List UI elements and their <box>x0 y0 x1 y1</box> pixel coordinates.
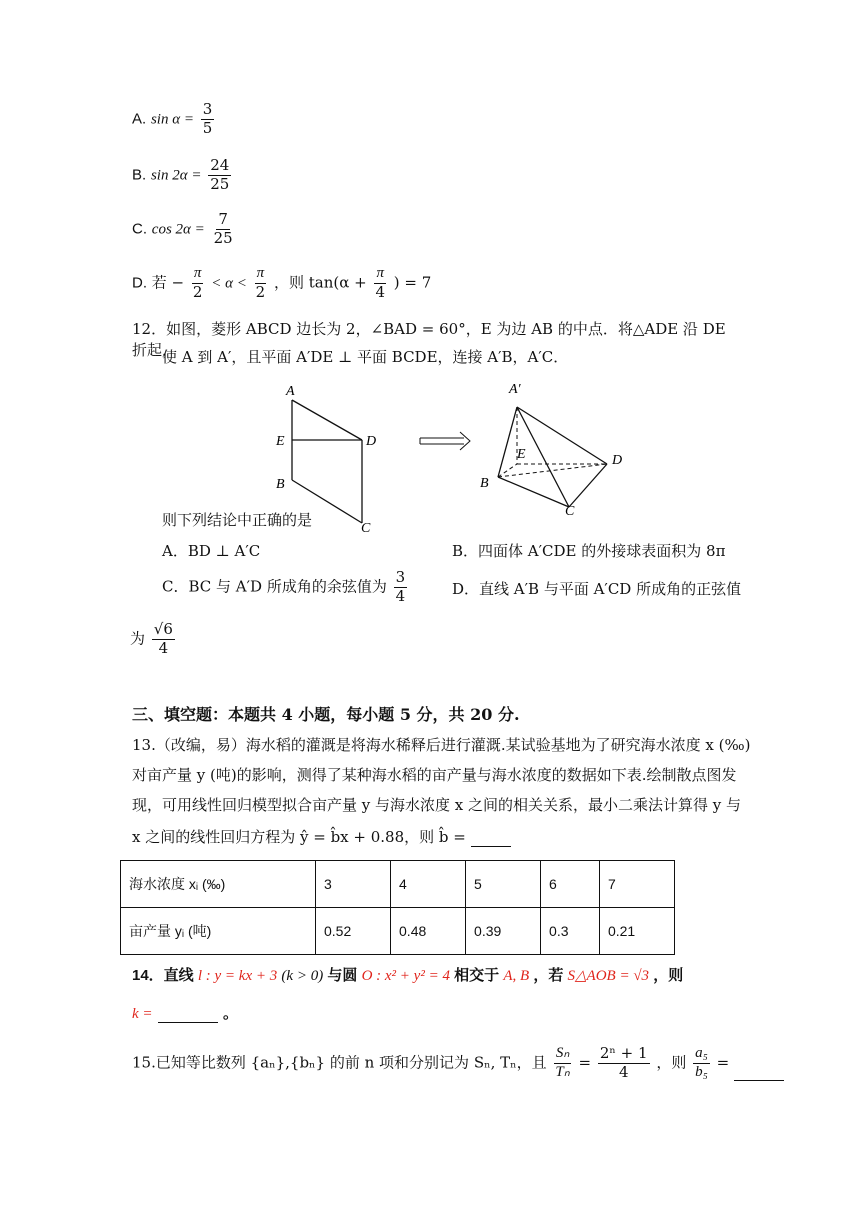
q12-line2: 使 A 到 A′，且平面 A′DE ⊥ 平面 BCDE，连接 A′B，A′C． <box>162 348 569 366</box>
k-label: k = <box>132 1006 153 1022</box>
denominator: 4 <box>395 586 406 605</box>
denominator: 2 <box>192 282 203 301</box>
edge-cd-3d <box>569 464 607 507</box>
table-cell: 0.48 <box>391 908 466 955</box>
fraction <box>394 570 408 605</box>
denominator: 4 <box>158 638 169 657</box>
q14-text: ，则 <box>653 967 684 984</box>
label-d-3d: D <box>612 453 623 468</box>
q11-option-a <box>132 102 216 137</box>
option-label: C. <box>132 220 147 238</box>
numerator: √6 <box>153 620 173 638</box>
denominator: 2 <box>255 282 266 301</box>
edge-ad <box>292 400 362 440</box>
numerator: 2ⁿ + 1 <box>599 1044 648 1062</box>
q13-line4 <box>132 826 511 847</box>
q12-option-d: D．直线 A′B 与平面 A′CD 所成角的正弦值 <box>452 580 742 598</box>
q14-text: ，若 <box>533 967 564 984</box>
label-b-3d: B <box>480 476 489 491</box>
condition: (k > 0) <box>281 968 324 984</box>
denominator: 25 <box>210 174 230 193</box>
edge-ad-3d <box>517 407 607 464</box>
numerator: a₅ <box>693 1046 710 1064</box>
q12-option-a: A．BD ⊥ A′C <box>162 542 261 560</box>
label-c: C <box>361 521 371 535</box>
circle-equation: O : x² + y² = 4 <box>361 968 450 984</box>
q14-number: 14．直线 <box>132 967 194 984</box>
q15-text: ，则 <box>656 1053 687 1072</box>
table-cell: 0.21 <box>599 908 674 955</box>
option-prefix: 若 − <box>151 273 185 292</box>
arrow-icon <box>420 432 470 450</box>
table-cell: 0.52 <box>316 908 391 955</box>
q13-line4-text: x 之间的线性回归方程为 ŷ = b̂x + 0.88，则 b̂ = <box>132 828 466 846</box>
intersection-points: A, B <box>503 968 530 984</box>
numerator: π <box>374 266 386 284</box>
label-a-prime: A′ <box>509 382 521 397</box>
table-cell: 0.39 <box>466 908 541 955</box>
fraction <box>553 1046 571 1081</box>
q14-line2 <box>132 1002 238 1023</box>
numerator: 7 <box>218 210 228 228</box>
equals: = <box>578 1053 592 1072</box>
numerator: π <box>255 266 267 284</box>
table-row <box>121 908 675 955</box>
q12-option-c <box>162 570 409 605</box>
denominator: Tₙ <box>555 1063 570 1080</box>
table-row <box>121 861 675 908</box>
edge-bc-3d <box>498 477 569 507</box>
fraction <box>693 1046 710 1081</box>
option-lhs: cos 2α = <box>151 221 205 238</box>
label-b: B <box>276 477 285 492</box>
q15-line <box>132 1046 784 1081</box>
q11-option-b <box>132 158 233 193</box>
option-d-cont-text: 为 <box>130 629 146 648</box>
fraction <box>152 622 175 657</box>
tan-expression: ，则 tan(α + <box>273 273 367 292</box>
q14-line1 <box>132 964 683 985</box>
period: 。 <box>223 1004 239 1022</box>
option-lhs: sin 2α = <box>150 167 202 184</box>
q12-figure <box>260 375 640 535</box>
data-table <box>120 860 675 955</box>
q12-line1: 12．如图，菱形 ABCD 边长为 2，∠BAD = 60°，E 为边 AB 的中点．将△ADE 沿 DE 折起， <box>132 320 726 359</box>
area-condition: S△AOB = √3 <box>567 968 650 984</box>
denominator: 25 <box>213 228 233 247</box>
equals: = <box>716 1053 730 1072</box>
q14-text: 相交于 <box>454 967 500 984</box>
table-cell: 4 <box>391 861 466 908</box>
option-label: A. <box>132 110 147 128</box>
q14-text: 与圆 <box>327 967 358 984</box>
numerator: π <box>192 266 204 284</box>
table-cell: 海水浓度 xᵢ (‰) <box>121 861 316 908</box>
line-equation: l : y = kx + 3 <box>197 968 278 984</box>
fraction <box>254 266 268 301</box>
fraction <box>212 212 235 247</box>
section-title: 三、填空题：本题共 4 小题，每小题 5 分，共 20 分. <box>132 705 520 724</box>
option-lhs: sin α = <box>150 111 194 128</box>
denominator: 5 <box>202 118 213 137</box>
table-cell: 3 <box>316 861 391 908</box>
q13-line2: 对亩产量 y (吨)的影响，测得了某种海水稻的亩产量与海水浓度的数据如下表.绘制散点图发 <box>132 766 737 784</box>
numerator: 24 <box>210 156 230 174</box>
label-c-3d: C <box>565 504 575 519</box>
table-cell: 5 <box>466 861 541 908</box>
option-label: B. <box>132 166 147 184</box>
q13-line1: 13.（改编，易）海水稻的灌溉是将海水稀释后进行灌溉.某试验基地为了研究海水浓度 x (‰) <box>132 736 751 754</box>
q11-option-d <box>132 266 431 301</box>
answer-blank <box>158 1004 218 1023</box>
denominator: 4 <box>618 1062 629 1081</box>
table-cell: 6 <box>541 861 600 908</box>
label-a: A <box>286 384 295 399</box>
numerator: 3 <box>202 100 213 118</box>
label-d: D <box>366 434 377 449</box>
numerator: Sₙ <box>554 1046 571 1064</box>
table-cell: 亩产量 yᵢ (吨) <box>121 908 316 955</box>
label-e-3d: E <box>517 447 526 462</box>
edge-ab-3d <box>498 407 517 477</box>
denominator: 4 <box>375 282 386 301</box>
q12-option-b: B．四面体 A′CDE 的外接球表面积为 8π <box>452 542 726 560</box>
fraction <box>373 266 387 301</box>
q13-line3: 现，可用线性回归模型拟合亩产量 y 与海水浓度 x 之间的相关关系，最小二乘法计算得 y 与 <box>132 796 742 814</box>
q11-option-c <box>132 212 237 247</box>
fraction <box>201 102 215 137</box>
fraction <box>598 1046 650 1081</box>
option-c-text: C．BC 与 A′D 所成角的余弦值为 <box>162 577 387 596</box>
inequality: < α < <box>211 275 247 292</box>
label-e: E <box>276 434 285 449</box>
result: ) = 7 <box>393 273 432 292</box>
table-cell: 0.3 <box>541 908 600 955</box>
q12-prompt: 则下列结论中正确的是 <box>162 511 313 529</box>
fraction <box>208 158 231 193</box>
answer-blank <box>734 1062 784 1081</box>
denominator: b₅ <box>695 1063 708 1080</box>
answer-blank <box>471 828 511 847</box>
table-cell: 7 <box>599 861 674 908</box>
fraction <box>191 266 205 301</box>
q12-option-d-cont <box>130 622 177 657</box>
numerator: 3 <box>395 568 406 586</box>
option-label: D. <box>132 274 147 292</box>
q15-text: 15.已知等比数列 {aₙ},{bₙ} 的前 n 项和分别记为 Sₙ, Tₙ，且 <box>132 1053 547 1072</box>
